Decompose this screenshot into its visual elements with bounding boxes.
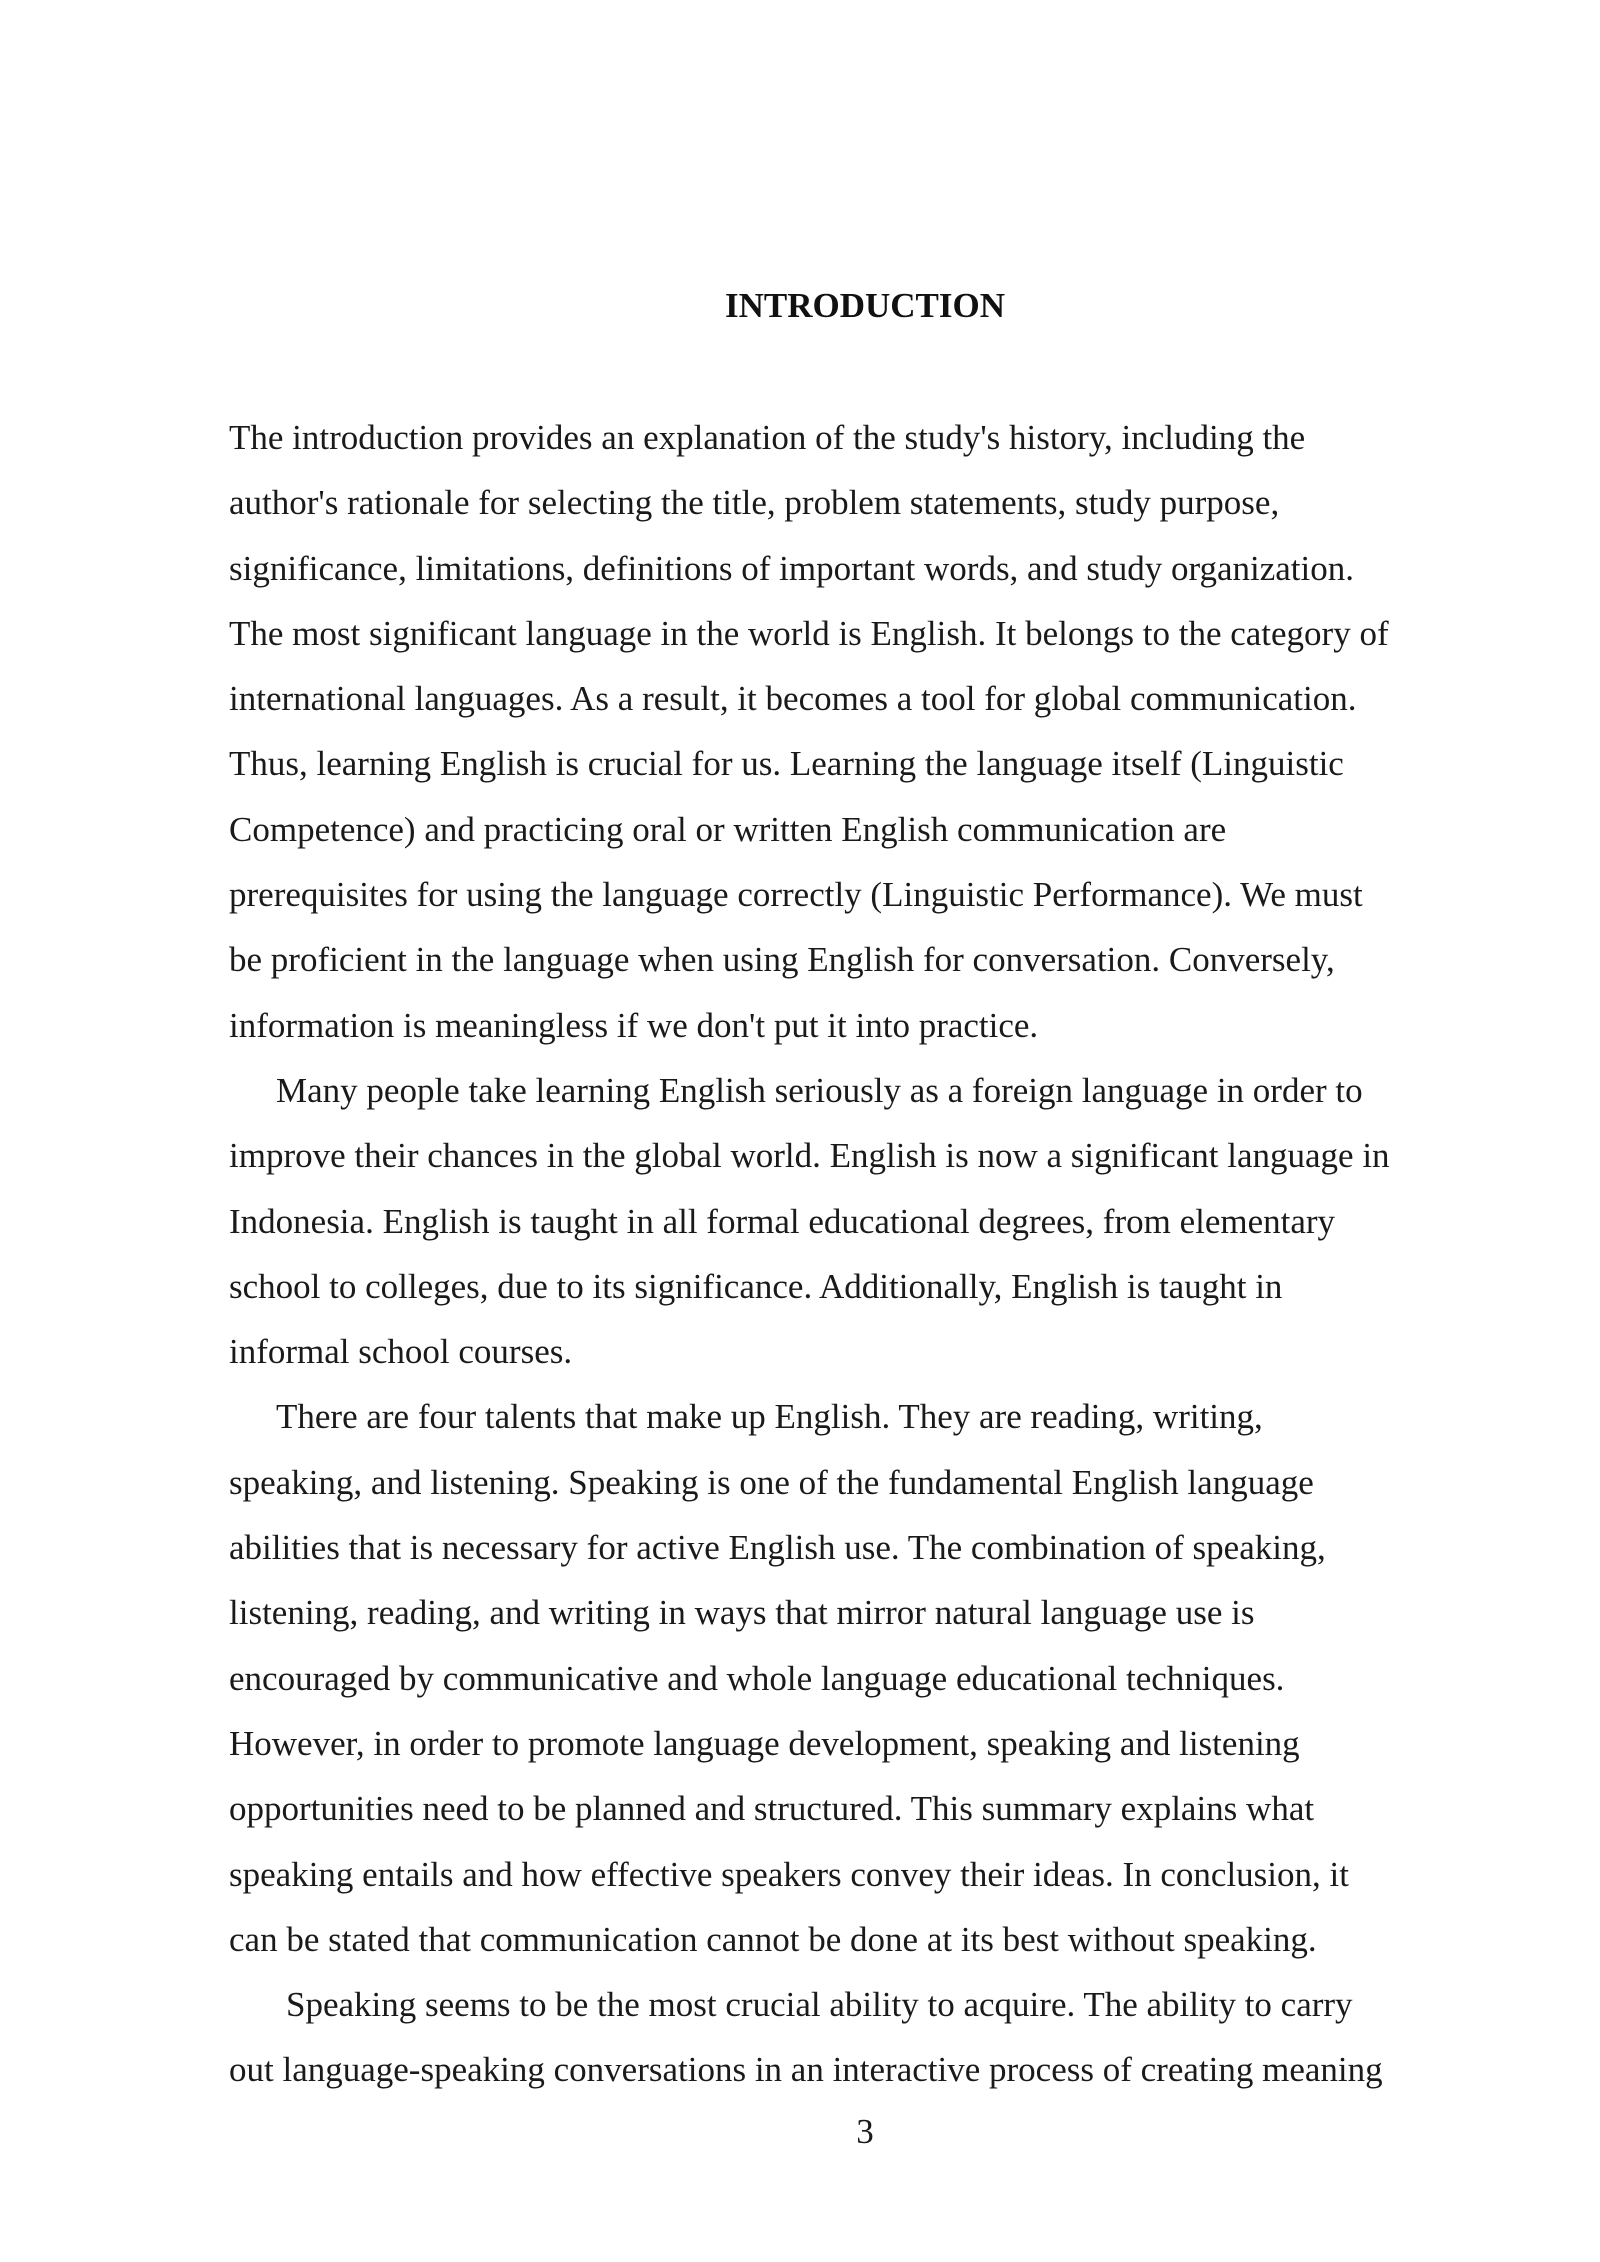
text-line-11: Many people take learning English seriously as a foreign language in order to [276,1070,1363,1110]
text-line-2: author's rationale for selecting the title, problem statements, study purpose, [229,483,1280,523]
text-line-4: The most significant language in the world is English. It belongs to the category of [229,613,1389,653]
text-line-14: school to colleges, due to its significance. Additionally, English is taught in [229,1266,1283,1306]
text-line-7: Competence) and practicing oral or written English communication are [229,809,1227,849]
text-line-10: information is meaningless if we don't put it into practice. [229,1005,1039,1045]
text-line-26: out language-speaking conversations in an interactive process of creating meaning [229,2050,1383,2090]
text-line-23: speaking entails and how effective speakers convey their ideas. In conclusion, it [229,1854,1349,1894]
text-line-8: prerequisites for using the language correctly (Linguistic Performance). We must [229,875,1363,915]
text-line-24: can be stated that communication cannot be done at its best without speaking. [229,1919,1317,1959]
text-line-1: The introduction provides an explanation of the study's history, including the [229,418,1306,457]
text-line-20: encouraged by communicative and whole language educational techniques. [229,1658,1285,1698]
text-line-19: listening, reading, and writing in ways that mirror natural language use is [229,1593,1255,1633]
text-line-25: Speaking seems to be the most crucial ability to acquire. The ability to carry [286,1985,1353,2025]
text-line-9: be proficient in the language when using English for conversation. Conversely, [229,940,1335,980]
text-line-16: There are four talents that make up English. They are reading, writing, [276,1397,1263,1437]
text-line-13: Indonesia. English is taught in all formal educational degrees, from elementary [229,1201,1336,1241]
page-title: INTRODUCTION [724,286,1006,325]
text-line-6: Thus, learning English is crucial for us. Learning the language itself (Linguistic [229,744,1344,784]
page-number: 3 [856,2112,874,2151]
text-line-12: improve their chances in the global world. English is now a significant language in [229,1136,1390,1176]
body-text [229,405,1519,2103]
text-line-22: opportunities need to be planned and structured. This summary explains what [229,1789,1315,1829]
text-line-18: abilities that is necessary for active English use. The combination of speaking, [229,1528,1326,1568]
text-line-17: speaking, and listening. Speaking is one of the fundamental English language [229,1462,1314,1502]
text-line-5: international languages. As a result, it becomes a tool for global communication. [229,679,1357,719]
text-line-15: informal school courses. [229,1332,573,1372]
text-line-3: significance, limitations, definitions of important words, and study organization. [229,548,1354,588]
text-line-21: However, in order to promote language development, speaking and listening [229,1723,1300,1763]
